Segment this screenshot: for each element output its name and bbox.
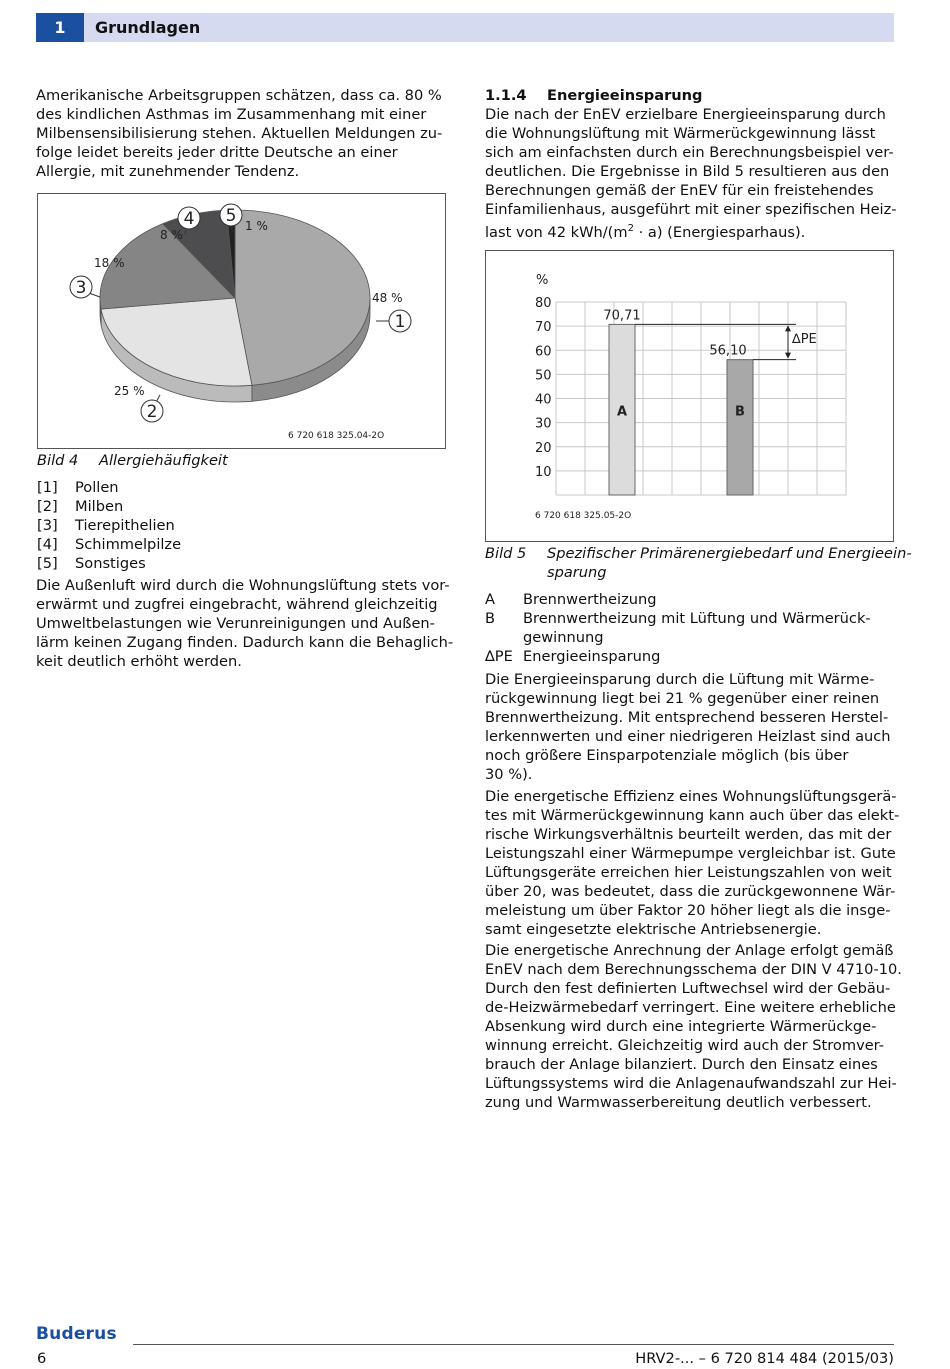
slice-label-5-percent: 1 % bbox=[245, 219, 268, 233]
section-number: 1.1.4 bbox=[485, 87, 527, 104]
document-reference: HRV2-... – 6 720 814 484 (2015/03) bbox=[635, 1350, 894, 1367]
bar-value-label: 56,10 bbox=[709, 343, 747, 359]
text-line: über 20, was bedeutet, dass die zurückgewonnene Wär- bbox=[485, 883, 896, 900]
legend-item bbox=[485, 628, 897, 647]
legend-value: Milben bbox=[75, 498, 124, 515]
legend-key: [4] bbox=[37, 536, 58, 553]
y-tick-label: 30 bbox=[535, 416, 552, 432]
text-line: Leistungszahl einer Wärmepumpe vergleichbar ist. Gute bbox=[485, 845, 896, 862]
bar-B bbox=[727, 360, 753, 495]
chart-grid bbox=[556, 302, 846, 495]
text-line-start: last von 42 kWh/(m bbox=[485, 223, 628, 241]
text-line: keit deutlich erhöht werden. bbox=[36, 653, 242, 670]
text-line: EnEV nach dem Berechnungsschema der DIN V 4710-10. bbox=[485, 961, 902, 978]
slice-marker-3-number: 3 bbox=[75, 278, 87, 298]
text-line: winnung erreicht. Gleichzeitig wird auch der Stromver- bbox=[485, 1037, 885, 1054]
pie-chart bbox=[38, 194, 445, 448]
legend-key: B bbox=[485, 610, 496, 627]
legend-value: Sonstiges bbox=[75, 555, 146, 572]
section-title: Energieeinsparung bbox=[547, 87, 703, 104]
delta-arrow-head-down bbox=[785, 353, 791, 359]
text-line: rische Wirkungsverhältnis beurteilt werden, das mit der bbox=[485, 826, 892, 843]
text-line: zung und Warmwasserbereitung deutlich verbessert. bbox=[485, 1094, 872, 1111]
text-line: Brennwertheizung. Mit entsprechend besseren Herstel- bbox=[485, 709, 889, 726]
text-line: Amerikanische Arbeitsgruppen schätzen, dass ca. 80 % bbox=[36, 87, 442, 104]
caption-text-line: sparung bbox=[547, 564, 607, 581]
caption-label: Bild 5 bbox=[485, 545, 527, 562]
slice-marker-2 bbox=[141, 400, 163, 422]
figure-4-frame bbox=[37, 193, 446, 449]
y-tick-label: 20 bbox=[535, 440, 552, 456]
legend-item bbox=[37, 497, 449, 516]
legend-item bbox=[37, 535, 449, 554]
paragraph-2 bbox=[485, 787, 900, 939]
legend-key: [1] bbox=[37, 479, 58, 496]
text-line: de-Heizwärmebedarf verringert. Eine weitere erhebliche bbox=[485, 999, 896, 1016]
slice-marker-5-number: 5 bbox=[225, 206, 237, 226]
y-tick-label: 80 bbox=[535, 296, 552, 311]
slice-marker-4 bbox=[178, 207, 200, 229]
text-line: Absenkung wird durch eine integrierte Wärmerückge- bbox=[485, 1018, 877, 1035]
slice-marker-5 bbox=[220, 204, 242, 226]
slice-marker-2-number: 2 bbox=[146, 402, 158, 422]
pie-slices bbox=[100, 210, 370, 402]
intro-paragraph bbox=[36, 86, 448, 181]
buderus-logo: Buderus bbox=[36, 1324, 117, 1344]
text-line: sich am einfachsten durch ein Berechnungsbeispiel ver- bbox=[485, 144, 894, 161]
text-line: Die Außenluft wird durch die Wohnungslüftung stets vor- bbox=[36, 577, 450, 594]
text-line: Durch den fest definierten Luftwechsel wird der Gebäu- bbox=[485, 980, 891, 997]
text-line: brauch der Anlage bilanziert. Durch den Einsatz eines bbox=[485, 1056, 878, 1073]
legend-value: Pollen bbox=[75, 479, 119, 496]
slice-label-1-percent: 48 % bbox=[372, 291, 403, 305]
legend-item bbox=[485, 647, 897, 666]
text-line: Die energetische Effizienz eines Wohnungslüftungsgerä- bbox=[485, 788, 897, 805]
text-line: erwärmt und zugfrei eingebracht, während gleichzeitig bbox=[36, 596, 438, 613]
chapter-number: 1 bbox=[36, 13, 84, 42]
figure-5-legend bbox=[485, 590, 897, 666]
legend-key: [2] bbox=[37, 498, 58, 515]
section-paragraph bbox=[485, 105, 897, 242]
outro-paragraph bbox=[36, 576, 454, 671]
legend-key: [3] bbox=[37, 517, 58, 534]
legend-item bbox=[485, 609, 897, 628]
text-line: Lüftungssystems wird die Anlagenaufwandszahl zur Hei- bbox=[485, 1075, 897, 1092]
text-line: 30 %). bbox=[485, 766, 533, 783]
legend-value: Brennwertheizung bbox=[523, 591, 657, 608]
text-line: Milbensensibilisierung stehen. Aktuellen Meldungen zu- bbox=[36, 125, 443, 142]
text-line: lerkennwerten und einer niedrigeren Heizlast sind auch bbox=[485, 728, 891, 745]
y-axis-unit: % bbox=[536, 273, 549, 288]
text-line: die Wohnungslüftung mit Wärmerückgewinnung lässt bbox=[485, 125, 876, 142]
text-line: Umweltbelastungen wie Verunreinigungen und Außen- bbox=[36, 615, 435, 632]
legend-key: [5] bbox=[37, 555, 58, 572]
legend-value: Tierepithelien bbox=[75, 517, 175, 534]
text-line: meleistung um über Faktor 20 höher liegt als die insge- bbox=[485, 902, 891, 919]
text-line: noch größere Einsparpotenziale möglich (bis über bbox=[485, 747, 849, 764]
text-line: lärm keinen Zugang finden. Dadurch kann die Behaglich- bbox=[36, 634, 454, 651]
text-line: Einfamilienhaus, ausgeführt mit einer spezifischen Heiz- bbox=[485, 201, 897, 218]
slice-label-3-percent: 18 % bbox=[94, 256, 125, 270]
legend-key: ∆PE bbox=[485, 648, 513, 665]
text-line: Lüftungsgeräte erreichen hier Leistungszahlen von weit bbox=[485, 864, 892, 881]
delta-pe-label: ∆PE bbox=[792, 332, 817, 348]
text-line: Berechnungen gemäß der EnEV für ein freistehendes bbox=[485, 182, 874, 199]
legend-value: Energieeinsparung bbox=[523, 648, 661, 665]
text-line: samt eingesetzte elektrische Antriebsenergie. bbox=[485, 921, 822, 938]
text-line: Die energetische Anrechnung der Anlage erfolgt gemäß bbox=[485, 942, 894, 959]
text-line-end: · a) (Energiesparhaus). bbox=[633, 223, 806, 241]
legend-item bbox=[37, 516, 449, 535]
caption-text-line: Spezifischer Primärenergiebedarf und Energieein- bbox=[547, 545, 912, 562]
y-tick-label: 70 bbox=[535, 320, 552, 336]
legend-item bbox=[37, 554, 449, 573]
slice-label-4-percent: 8 % bbox=[160, 228, 183, 242]
bar-chart bbox=[486, 251, 893, 541]
y-tick-label: 40 bbox=[535, 392, 552, 408]
text-line: Allergie, mit zunehmender Tendenz. bbox=[36, 163, 300, 180]
superscript: 2 bbox=[627, 223, 634, 234]
legend-item bbox=[37, 478, 449, 497]
y-tick-label: 60 bbox=[535, 344, 552, 360]
bar-value-label: 70,71 bbox=[603, 308, 641, 324]
pie-slice-2 bbox=[101, 298, 252, 386]
figure-5-code: 6 720 618 325.05-2O bbox=[535, 511, 632, 521]
text-line: folge leidet bereits jeder dritte Deutsche an einer bbox=[36, 144, 398, 161]
text-line: tes mit Wärmerückgewinnung kann auch über das elekt- bbox=[485, 807, 900, 824]
legend-value: Brennwertheizung mit Lüftung und Wärmerück- bbox=[523, 610, 871, 627]
footer-rule bbox=[133, 1344, 894, 1345]
text-line: deutlichen. Die Ergebnisse in Bild 5 resultieren aus den bbox=[485, 163, 890, 180]
legend-value: Schimmelpilze bbox=[75, 536, 182, 553]
slice-marker-1-number: 1 bbox=[394, 312, 406, 332]
figure-5-frame bbox=[485, 250, 894, 542]
bars bbox=[603, 308, 753, 495]
text-line bbox=[485, 219, 897, 242]
bar-category-label: B bbox=[735, 404, 745, 420]
caption-text: Allergiehäufigkeit bbox=[99, 452, 228, 469]
figure-4-legend bbox=[37, 478, 449, 573]
text-line: Die Energieeinsparung durch die Lüftung mit Wärme- bbox=[485, 671, 875, 688]
slice-label-2-percent: 25 % bbox=[114, 384, 145, 398]
slice-marker-1 bbox=[389, 310, 411, 332]
y-tick-labels bbox=[535, 296, 552, 480]
slice-marker-3 bbox=[70, 276, 92, 298]
figure-4-code: 6 720 618 325.04-2O bbox=[288, 431, 385, 441]
y-tick-label: 50 bbox=[535, 368, 552, 384]
text-line: des kindlichen Asthmas im Zusammenhang mit einer bbox=[36, 106, 427, 123]
paragraph-3 bbox=[485, 941, 902, 1112]
legend-value: gewinnung bbox=[523, 629, 604, 646]
slice-marker-4-number: 4 bbox=[183, 209, 195, 229]
legend-key: A bbox=[485, 591, 495, 608]
text-line: rückgewinnung liegt bei 21 % gegenüber einer reinen bbox=[485, 690, 880, 707]
text-line: Die nach der EnEV erzielbare Energieeinsparung durch bbox=[485, 106, 886, 123]
legend-item bbox=[485, 590, 897, 609]
bar-category-label: A bbox=[616, 404, 628, 420]
page-number: 6 bbox=[37, 1350, 47, 1367]
figure-4-caption bbox=[37, 451, 449, 470]
section-heading bbox=[485, 86, 703, 105]
caption-label: Bild 4 bbox=[37, 452, 79, 469]
y-tick-label: 10 bbox=[535, 464, 552, 480]
paragraph-1 bbox=[485, 670, 897, 784]
chapter-title: Grundlagen bbox=[95, 18, 201, 37]
